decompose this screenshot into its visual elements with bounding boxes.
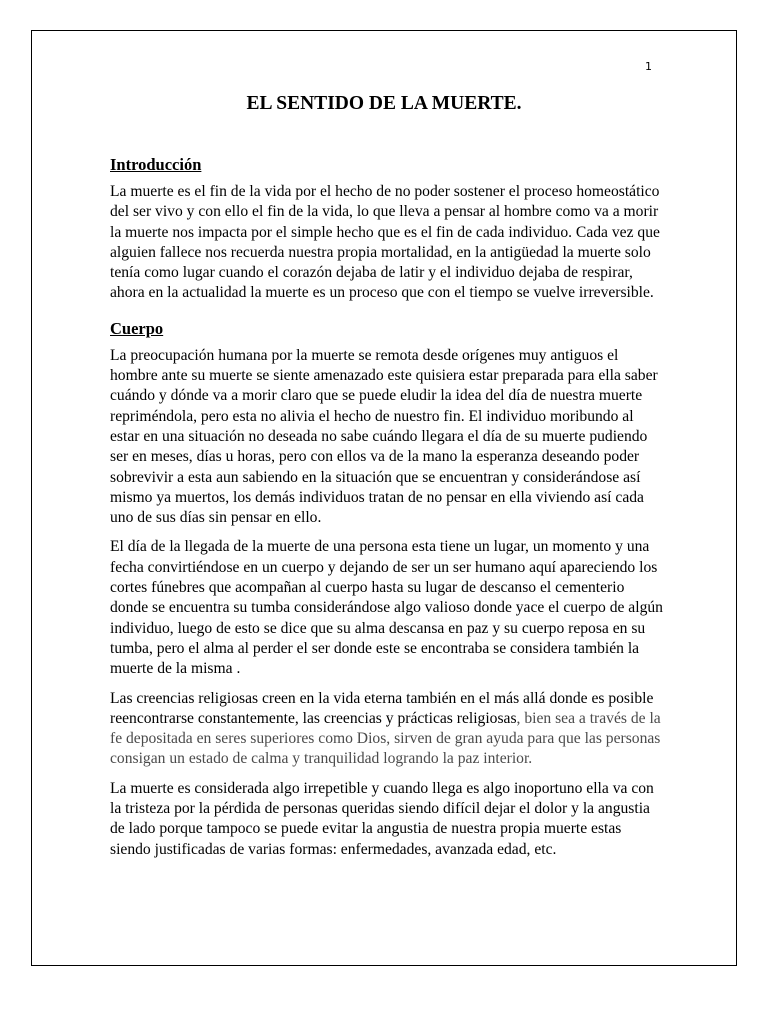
page-number: 1 xyxy=(645,60,652,73)
document-body xyxy=(110,154,663,869)
intro-paragraph: La muerte es el fin de la vida por el hecho de no poder sostener el proceso homeostático del ser vivo y con ello el fin de la vida, lo que lleva a pensar al hombre como va a morir la muerte nos impacta por el simple hecho que es el fin de cada individuo. Cada vez que alguien fallece nos recuerda nuestra propia mortalidad, en la antigüedad la muerte solo tenía como lugar cuando el corazón dejaba de latir y el individuo dejaba de respirar, ahora en la actualidad la muerte es un proceso que con el tiempo se vuelve irreversible. xyxy=(110,183,660,302)
section-heading-introduccion: Introducción xyxy=(110,155,202,174)
body-paragraph-2: El día de la llegada de la muerte de una persona esta tiene un lugar, un momento y una fecha convirtiéndose en un cuerpo y dejando de ser un ser humano aquí apareciendo los cortes fúnebres que acompañan al cuerpo hasta su lugar de descanso el cementerio donde se encuentra su tumba considerándose algo valioso donde yace el cuerpo de algún individuo, luego de esto se dice que su alma descansa en paz y su cuerpo reposa en su tumba, pero el alma al perder el ser donde este se encontraba se considera también la muerte de la misma . xyxy=(110,538,663,678)
section-heading-cuerpo: Cuerpo xyxy=(110,318,164,338)
document-title: EL SENTIDO DE LA MUERTE. xyxy=(246,93,522,114)
body-paragraph-3 xyxy=(110,689,663,770)
body-paragraph-1: La preocupación humana por la muerte se remota desde orígenes muy antiguos el hombre ante su muerte se siente amenazado este quisiera estar preparada para ella saber cuándo y dónde va a morir claro que se puede eludir la idea del día de nuestra muerte repriméndola, pero esta no alivia el hecho de nuestro fin. El individuo moribundo al estar en una situación no deseada no sabe cuándo llegara el día de su muerte pudiendo ser en meses, días u horas, pero con ellos va de la mano la esperanza deseando poder sobrevivir a esta aun sabiendo en la situación que se encuentran y considerándose así mismo ya muertos, los demás individuos tratan de no pensar en ella viviendo así cada uno de sus días sin pensar en ello. xyxy=(110,346,658,527)
body-paragraph-3-quoted-text: , bien sea a través de la fe depositada en seres superiores como Dios, sirven de gran ayuda para que las personas consigan un estado de calma y tranquilidad logrando la paz interior. xyxy=(110,709,661,768)
body-paragraph-4: La muerte es considerada algo irrepetible y cuando llega es algo inoportuno ella va con la tristeza por la pérdida de personas queridas siendo difícil dejar el dolor y la angustia de lado porque tampoco se puede evitar la angustia de nuestra propia muerte estas siendo justificadas de varias formas: enfermedades, avanzada edad, etc. xyxy=(110,779,654,858)
body-paragraph-3-text: Las creencias religiosas creen en la vida eterna también en el más allá donde es posible reencontrarse constantemente, las creencias y prácticas religiosas xyxy=(110,689,654,727)
